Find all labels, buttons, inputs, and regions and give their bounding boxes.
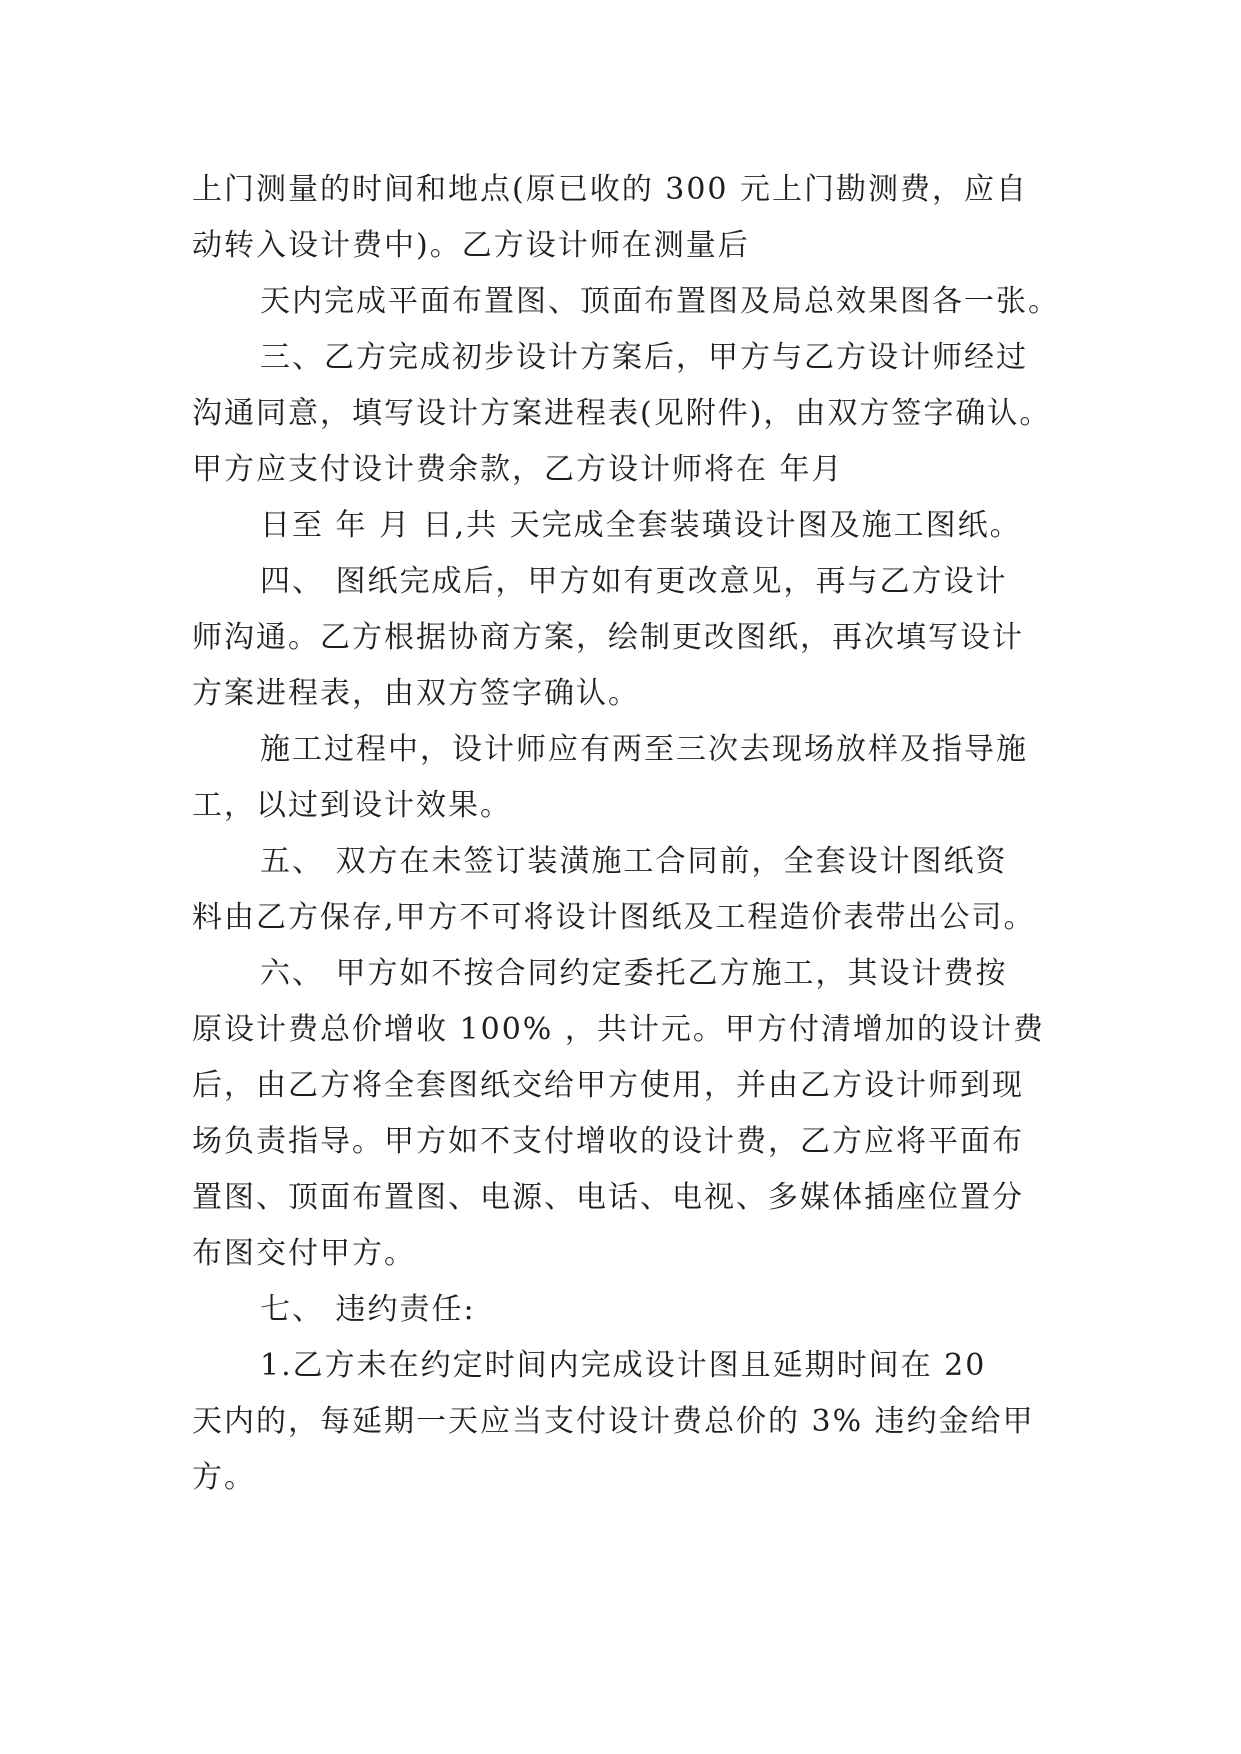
text-line: 甲方应支付设计费余款，乙方设计师将在 年月 bbox=[192, 452, 844, 487]
text-line: 置图、顶面布置图、电源、电话、电视、多媒体插座位置分 bbox=[192, 1180, 1024, 1215]
text-line: 日至 年 月 日,共 天完成全套装璜设计图及施工图纸。 bbox=[260, 508, 1022, 543]
document-body bbox=[192, 162, 1060, 1506]
text-line: 施工过程中，设计师应有两至三次去现场放样及指导施 bbox=[260, 732, 1028, 767]
text-line: 场负责指导。甲方如不支付增收的设计费，乙方应将平面布 bbox=[192, 1124, 1024, 1159]
clause-7-heading: 七、 违约责任: bbox=[260, 1292, 476, 1327]
clause-3-line: 三、乙方完成初步设计方案后，甲方与乙方设计师经过 bbox=[260, 340, 1028, 375]
text-line: 师沟通。乙方根据协商方案，绘制更改图纸，再次填写设计 bbox=[192, 620, 1024, 655]
text-line: 上门测量的时间和地点(原已收的 300 元上门勘测费，应自 bbox=[192, 172, 1029, 207]
text-line: 动转入设计费中)。乙方设计师在测量后 bbox=[192, 228, 750, 263]
text-line: 方。 bbox=[192, 1460, 256, 1495]
text-line: 天内完成平面布置图、顶面布置图及局总效果图各一张。 bbox=[260, 284, 1060, 319]
clause-5-line: 五、 双方在未签订装潢施工合同前，全套设计图纸资 bbox=[260, 844, 1008, 879]
text-line: 原设计费总价增收 100% ，共计元。甲方付清增加的设计费 bbox=[192, 1012, 1045, 1047]
text-line: 后，由乙方将全套图纸交给甲方使用，并由乙方设计师到现 bbox=[192, 1068, 1024, 1103]
text-line: 料由乙方保存,甲方不可将设计图纸及工程造价表带出公司。 bbox=[192, 900, 1036, 935]
text-line: 工，以过到设计效果。 bbox=[192, 788, 512, 823]
text-line: 布图交付甲方。 bbox=[192, 1236, 416, 1271]
text-line: 1.乙方未在约定时间内完成设计图且延期时间在 20 bbox=[260, 1348, 987, 1383]
clause-6-line: 六、 甲方如不按合同约定委托乙方施工，其设计费按 bbox=[260, 956, 1008, 991]
text-line: 天内的，每延期一天应当支付设计费总价的 3% 违约金给甲 bbox=[192, 1404, 1035, 1439]
clause-4-line: 四、 图纸完成后，甲方如有更改意见，再与乙方设计 bbox=[260, 564, 1008, 599]
text-line: 方案进程表，由双方签字确认。 bbox=[192, 676, 640, 711]
text-line: 沟通同意，填写设计方案进程表(见附件)，由双方签字确认。 bbox=[192, 396, 1052, 431]
